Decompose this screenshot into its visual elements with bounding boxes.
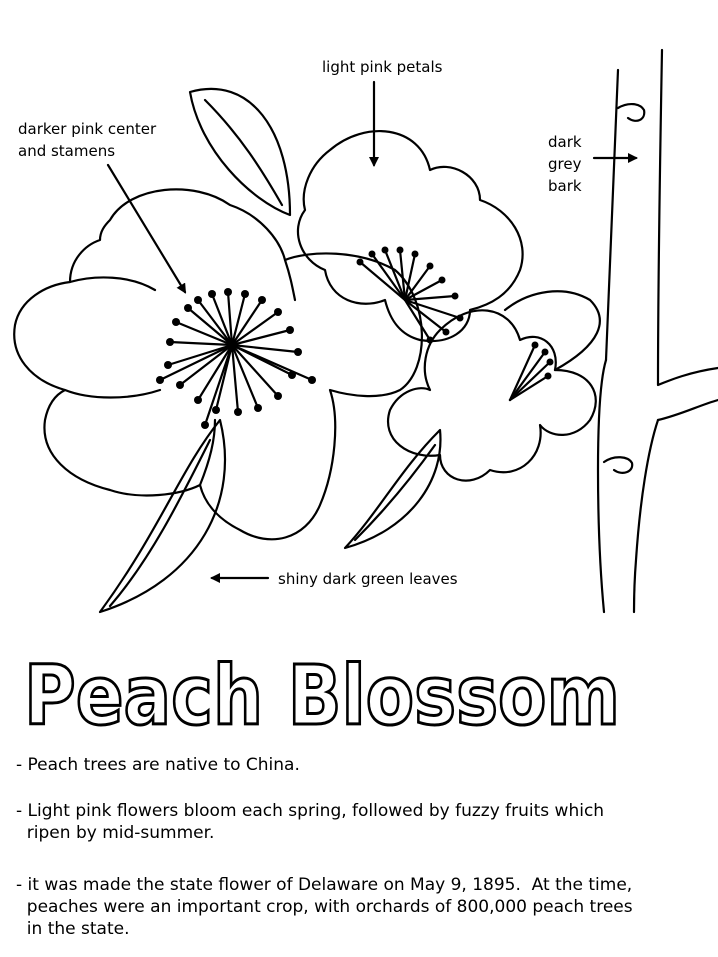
fact-3-line-1: - it was made the state flower of Delaware on May 9, 1895. At the time, xyxy=(16,875,633,895)
fact-2-line-2: ripen by mid-summer. xyxy=(16,823,215,843)
fact-3-line-3: in the state. xyxy=(16,919,130,939)
stamens-large xyxy=(160,292,312,425)
leaf-bottom-left xyxy=(100,420,225,612)
label-leaves: shiny dark green leaves xyxy=(278,570,458,588)
label-center-line2: and stamens xyxy=(18,142,116,160)
label-light-pink-petals: light pink petals xyxy=(322,58,443,76)
fact-3-line-2: peaches were an important crop, with orchards of 800,000 peach trees xyxy=(16,897,633,917)
label-bark-line3: bark xyxy=(548,177,582,195)
title-text: Peach Blossom xyxy=(24,649,620,738)
page-title xyxy=(24,648,664,738)
label-center-line1: darker pink center xyxy=(18,120,157,138)
branch xyxy=(598,50,718,612)
leaf-top xyxy=(190,89,290,215)
anthers-large xyxy=(156,288,316,429)
fact-2-line-1: - Light pink flowers bloom each spring, followed by fuzzy fruits which xyxy=(16,801,605,821)
label-bark-line2: grey xyxy=(548,155,582,173)
fact-1-line-1: - Peach trees are native to China. xyxy=(16,755,300,775)
anthers-right xyxy=(532,342,554,380)
blossom-left xyxy=(14,189,422,539)
leaf-bottom-right xyxy=(345,430,440,548)
label-bark-line1: dark xyxy=(548,133,582,151)
arrow-center xyxy=(108,165,185,292)
